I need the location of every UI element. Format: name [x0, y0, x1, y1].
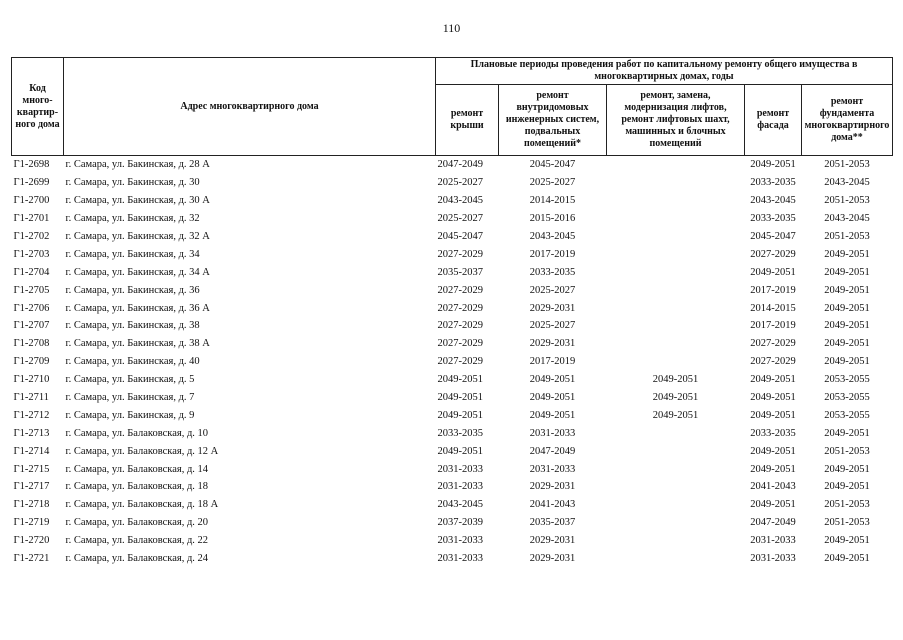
- cell-lift: [607, 245, 745, 263]
- cell-lift: [607, 514, 745, 532]
- cell-foundation: 2043-2045: [824, 213, 870, 225]
- cell-facade: 2043-2045: [750, 195, 796, 207]
- cell-systems: 2031-2033: [529, 463, 576, 475]
- table-row: [12, 371, 893, 389]
- cell-roof: 2033-2035: [437, 427, 483, 439]
- cell-foundation: 2049-2051: [824, 427, 870, 439]
- cell-code: Г1-2721: [13, 553, 50, 565]
- cell-systems: 2025-2027: [529, 177, 576, 189]
- header-facade: ремонт фасада: [745, 85, 802, 156]
- cell-systems: 2031-2033: [529, 427, 576, 439]
- cell-systems: 2015-2016: [529, 213, 576, 225]
- cell-systems: 2029-2031: [529, 302, 576, 314]
- table-row: [12, 317, 893, 335]
- header-foundation: ремонт фундамента многоквартирного дома**: [802, 85, 893, 156]
- cell-systems: 2033-2035: [529, 266, 576, 278]
- table-row: [12, 281, 893, 299]
- cell-code: Г1-2705: [13, 284, 50, 296]
- cell-lift: 2049-2051: [652, 392, 699, 404]
- cell-code: Г1-2699: [13, 177, 50, 189]
- cell-code: Г1-2711: [13, 392, 49, 404]
- cell-facade: 2031-2033: [750, 535, 796, 547]
- table-row: [12, 210, 893, 228]
- cell-roof: 2027-2029: [437, 356, 483, 368]
- cell-systems: 2029-2031: [529, 553, 576, 565]
- table-row: [12, 424, 893, 442]
- cell-systems: 2017-2019: [529, 248, 576, 260]
- cell-facade: 2045-2047: [750, 231, 796, 242]
- cell-facade: 2049-2051: [750, 499, 796, 511]
- cell-facade: 2033-2035: [750, 177, 796, 189]
- cell-lift: [607, 156, 745, 174]
- cell-code: Г1-2708: [13, 338, 50, 350]
- cell-address: г. Самара, ул. Бакинская, д. 34: [65, 248, 200, 260]
- cell-address: г. Самара, ул. Балаковская, д. 18 А: [65, 499, 219, 511]
- cell-systems: 2025-2027: [529, 320, 576, 332]
- cell-code: Г1-2719: [13, 517, 50, 529]
- cell-systems: 2029-2031: [529, 481, 576, 493]
- cell-foundation: 2053-2055: [824, 409, 870, 421]
- table-row: [12, 460, 893, 478]
- table-row: [12, 228, 893, 246]
- cell-systems: 2047-2049: [529, 445, 576, 457]
- cell-address: г. Самара, ул. Бакинская, д. 36 А: [65, 302, 210, 314]
- table-row: [12, 299, 893, 317]
- cell-facade: 2027-2029: [750, 338, 796, 350]
- cell-lift: [607, 299, 745, 317]
- cell-systems: 2041-2043: [529, 499, 576, 511]
- cell-facade: 2049-2051: [750, 463, 796, 475]
- cell-foundation: 2051-2053: [824, 159, 870, 171]
- cell-roof: 2043-2045: [437, 499, 483, 511]
- cell-roof: 2027-2029: [437, 320, 483, 332]
- cell-address: г. Самара, ул. Бакинская, д. 9: [65, 409, 195, 421]
- cell-code: Г1-2707: [13, 320, 50, 332]
- cell-lift: [607, 496, 745, 514]
- cell-systems: 2043-2045: [529, 231, 576, 242]
- cell-lift: [607, 192, 745, 210]
- cell-address: г. Самара, ул. Балаковская, д. 10: [65, 427, 209, 439]
- cell-facade: 2049-2051: [750, 159, 796, 171]
- page-number: 110: [442, 21, 461, 35]
- cell-facade: 2031-2033: [750, 553, 796, 565]
- cell-foundation: 2051-2053: [824, 499, 870, 511]
- cell-systems: 2035-2037: [529, 517, 576, 529]
- cell-systems: 2029-2031: [529, 535, 576, 547]
- cell-roof: 2049-2051: [437, 374, 483, 386]
- cell-roof: 2031-2033: [437, 535, 483, 547]
- table-row: [12, 263, 893, 281]
- cell-systems: 2049-2051: [529, 409, 576, 421]
- cell-facade: 2047-2049: [750, 517, 796, 529]
- cell-address: г. Самара, ул. Балаковская, д. 24: [65, 553, 209, 565]
- header-systems: ремонт внутридомовых инженерных систем, подвальных помещений*: [499, 85, 607, 156]
- cell-address: г. Самара, ул. Балаковская, д. 12 А: [65, 445, 219, 457]
- cell-roof: 2049-2051: [437, 409, 483, 421]
- cell-lift: [607, 174, 745, 192]
- cell-lift: [607, 210, 745, 228]
- table-row: [12, 389, 893, 407]
- cell-foundation: 2051-2053: [824, 445, 870, 457]
- cell-code: Г1-2700: [13, 195, 50, 207]
- cell-lift: [607, 281, 745, 299]
- cell-lift: 2049-2051: [652, 374, 699, 386]
- cell-address: г. Самара, ул. Бакинская, д. 36: [65, 284, 200, 296]
- cell-code: Г1-2703: [13, 248, 50, 260]
- cell-code: Г1-2717: [13, 481, 50, 493]
- table-row: [12, 550, 893, 568]
- cell-roof: 2027-2029: [437, 248, 483, 260]
- cell-roof: 2027-2029: [437, 284, 483, 296]
- cell-lift: [607, 442, 745, 460]
- cell-lift: [607, 460, 745, 478]
- cell-code: Г1-2701: [13, 213, 50, 225]
- cell-roof: 2031-2033: [437, 463, 483, 475]
- cell-foundation: 2049-2051: [824, 463, 870, 475]
- cell-foundation: 2043-2045: [824, 177, 870, 189]
- cell-systems: 2017-2019: [529, 356, 576, 368]
- cell-foundation: 2049-2051: [824, 553, 870, 565]
- cell-lift: [607, 478, 745, 496]
- cell-address: г. Самара, ул. Бакинская, д. 32 А: [65, 231, 210, 242]
- cell-address: г. Самара, ул. Балаковская, д. 22: [65, 535, 209, 547]
- cell-foundation: 2049-2051: [824, 302, 870, 314]
- cell-roof: 2025-2027: [437, 177, 483, 189]
- cell-facade: 2049-2051: [750, 374, 796, 386]
- table-row: [12, 174, 893, 192]
- cell-foundation: 2051-2053: [824, 517, 870, 529]
- cell-systems: 2029-2031: [529, 338, 576, 350]
- cell-foundation: 2049-2051: [824, 320, 870, 332]
- cell-roof: 2027-2029: [437, 338, 483, 350]
- cell-foundation: 2049-2051: [824, 284, 870, 296]
- cell-roof: 2037-2039: [437, 517, 483, 529]
- cell-foundation: 2049-2051: [824, 248, 870, 260]
- cell-address: г. Самара, ул. Бакинская, д. 30: [65, 177, 200, 189]
- cell-address: г. Самара, ул. Бакинская, д. 30 А: [65, 195, 210, 207]
- cell-code: Г1-2715: [13, 463, 50, 475]
- cell-code: Г1-2710: [13, 374, 50, 386]
- table-row: [12, 245, 893, 263]
- cell-lift: [607, 550, 745, 568]
- cell-lift: [607, 317, 745, 335]
- cell-roof: 2047-2049: [437, 159, 483, 171]
- cell-systems: 2025-2027: [529, 284, 576, 296]
- cell-address: г. Самара, ул. Балаковская, д. 20: [65, 517, 209, 529]
- cell-systems: 2049-2051: [529, 392, 576, 404]
- cell-roof: 2045-2047: [437, 231, 483, 242]
- cell-facade: 2049-2051: [750, 266, 796, 278]
- table-row: [12, 406, 893, 424]
- cell-code: Г1-2709: [13, 356, 50, 368]
- header-code: Код много-квартир-ного дома: [12, 58, 64, 156]
- cell-roof: 2027-2029: [437, 302, 483, 314]
- cell-facade: 2027-2029: [750, 248, 796, 260]
- cell-code: Г1-2698: [13, 159, 50, 171]
- table-row: [12, 514, 893, 532]
- cell-lift: [607, 424, 745, 442]
- cell-roof: 2043-2045: [437, 195, 483, 207]
- cell-systems: 2014-2015: [529, 195, 576, 207]
- cell-address: г. Самара, ул. Бакинская, д. 34 А: [65, 266, 210, 278]
- cell-roof: 2031-2033: [437, 481, 483, 493]
- cell-code: Г1-2712: [13, 409, 50, 421]
- cell-code: Г1-2704: [13, 266, 50, 278]
- cell-lift: [607, 353, 745, 371]
- table-header: [12, 58, 893, 156]
- cell-roof: 2049-2051: [437, 445, 483, 457]
- table-row: [12, 442, 893, 460]
- table-row: [12, 156, 893, 174]
- table-row: [12, 532, 893, 550]
- header-address: Адрес многоквартирного дома: [64, 58, 436, 156]
- cell-foundation: 2053-2055: [824, 392, 870, 404]
- header-lift: ремонт, замена, модернизация лифтов, ремонт лифтовых шахт, машинных и блочных помещений: [607, 85, 745, 156]
- table-row: [12, 496, 893, 514]
- cell-address: г. Самара, ул. Бакинская, д. 7: [65, 392, 195, 404]
- cell-foundation: 2049-2051: [824, 266, 870, 278]
- cell-lift: [607, 263, 745, 281]
- table-row: [12, 192, 893, 210]
- header-roof: ремонт крыши: [436, 85, 499, 156]
- cell-facade: 2033-2035: [750, 213, 796, 225]
- cell-foundation: 2051-2053: [824, 195, 870, 207]
- cell-code: Г1-2702: [13, 231, 50, 242]
- table-body: [12, 156, 893, 568]
- cell-foundation: 2049-2051: [824, 356, 870, 368]
- cell-address: г. Самара, ул. Бакинская, д. 38 А: [65, 338, 210, 350]
- cell-facade: 2017-2019: [750, 320, 796, 332]
- header-periods: Плановые периоды проведения работ по капитальному ремонту общего имущества в многоквартирных домах, годы: [436, 58, 893, 85]
- cell-facade: 2033-2035: [750, 427, 796, 439]
- cell-address: г. Самара, ул. Бакинская, д. 40: [65, 356, 200, 368]
- cell-facade: 2049-2051: [750, 392, 796, 404]
- cell-foundation: 2049-2051: [824, 535, 870, 547]
- cell-code: Г1-2718: [13, 499, 50, 511]
- cell-foundation: 2049-2051: [824, 338, 870, 350]
- cell-facade: 2027-2029: [750, 356, 796, 368]
- cell-address: г. Самара, ул. Бакинская, д. 28 А: [65, 159, 210, 171]
- cell-roof: 2031-2033: [437, 553, 483, 565]
- cell-code: Г1-2706: [13, 302, 50, 314]
- cell-systems: 2045-2047: [529, 159, 576, 171]
- cell-lift: 2049-2051: [652, 409, 699, 421]
- cell-foundation: 2049-2051: [824, 481, 870, 493]
- cell-roof: 2035-2037: [437, 266, 483, 278]
- table-row: [12, 335, 893, 353]
- cell-foundation: 2051-2053: [824, 231, 870, 242]
- capital-repair-schedule-table: [11, 57, 893, 567]
- cell-code: Г1-2714: [13, 445, 50, 457]
- cell-foundation: 2053-2055: [824, 374, 870, 386]
- cell-code: Г1-2720: [13, 535, 50, 547]
- cell-facade: 2049-2051: [750, 445, 796, 457]
- cell-address: г. Самара, ул. Балаковская, д. 14: [65, 463, 209, 475]
- cell-facade: 2014-2015: [750, 302, 796, 314]
- cell-roof: 2049-2051: [437, 392, 483, 404]
- cell-lift: [607, 228, 745, 246]
- table-row: [12, 353, 893, 371]
- table-row: [12, 478, 893, 496]
- cell-facade: 2049-2051: [750, 409, 796, 421]
- cell-facade: 2017-2019: [750, 284, 796, 296]
- cell-roof: 2025-2027: [437, 213, 483, 225]
- cell-address: г. Самара, ул. Бакинская, д. 32: [65, 213, 200, 225]
- cell-address: г. Самара, ул. Бакинская, д. 5: [65, 374, 195, 386]
- cell-code: Г1-2713: [13, 427, 50, 439]
- cell-lift: [607, 335, 745, 353]
- cell-systems: 2049-2051: [529, 374, 576, 386]
- cell-lift: [607, 532, 745, 550]
- cell-facade: 2041-2043: [750, 481, 796, 493]
- cell-address: г. Самара, ул. Бакинская, д. 38: [65, 320, 200, 332]
- cell-address: г. Самара, ул. Балаковская, д. 18: [65, 481, 209, 493]
